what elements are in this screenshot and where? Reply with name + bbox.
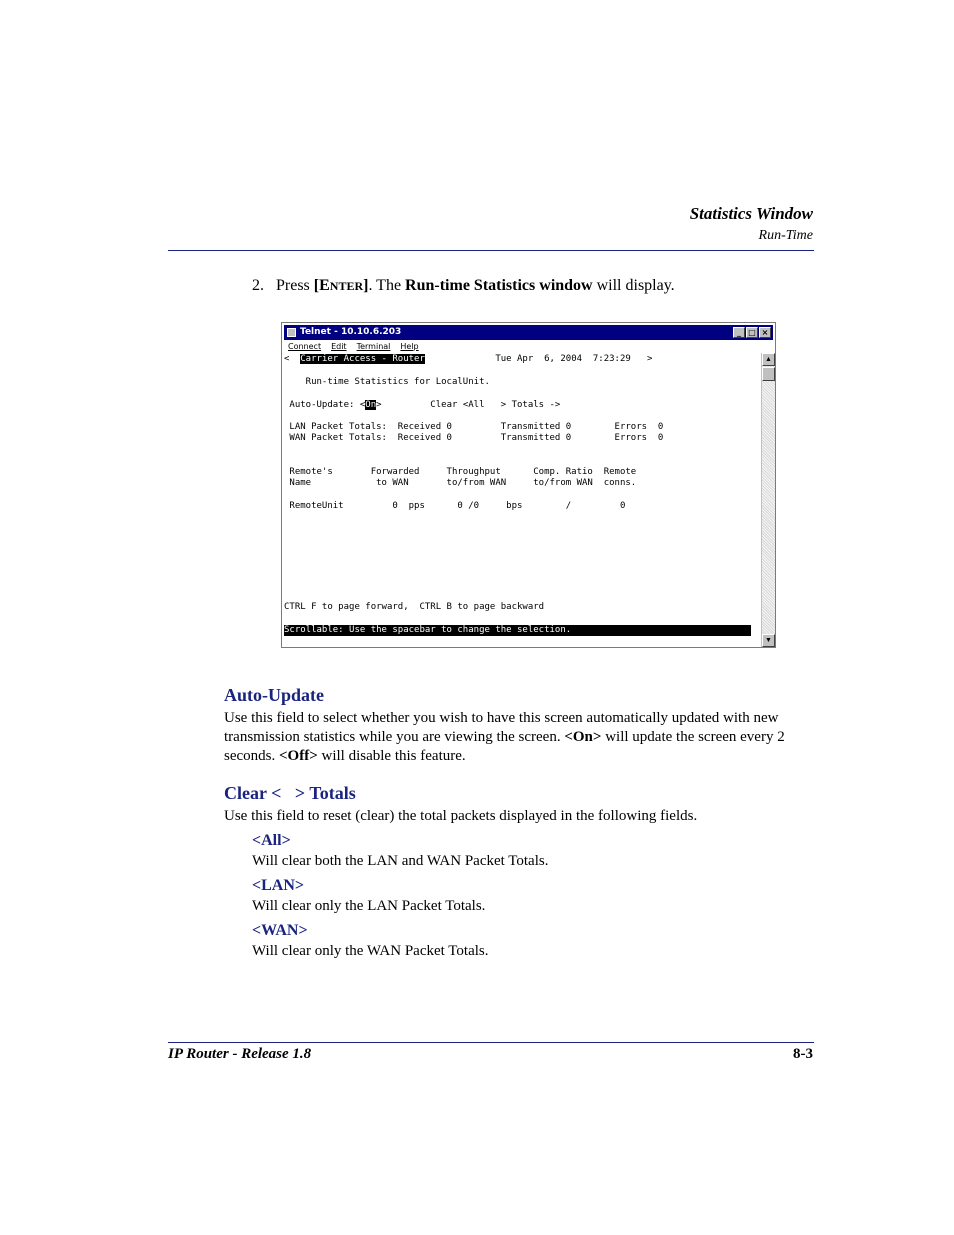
enter-key-open: [E (313, 277, 330, 294)
option-lan-description: Will clear only the LAN Packet Totals. (252, 898, 486, 914)
clear-totals-heading: Clear < > Totals (224, 783, 356, 803)
clear-totals-field[interactable]: > Clear <All > Totals -> (376, 400, 561, 410)
scroll-down-icon[interactable]: ▼ (762, 634, 775, 647)
auto-update-field[interactable]: On (365, 400, 377, 410)
minimize-icon[interactable]: _ (733, 327, 745, 338)
step-press-text: Press (276, 277, 314, 294)
terminal-status-bar: Scrollable: Use the spacebar to change the selection. (284, 625, 751, 636)
telnet-titlebar (284, 325, 773, 340)
enter-key-smallcaps: NTER (329, 279, 364, 293)
terminal-line-paging-hint: CTRL F to page forward, CTRL B to page backward (284, 602, 545, 612)
auto-update-label: Auto-Update: < (284, 400, 366, 410)
option-lan-heading: <LAN> (252, 877, 305, 894)
clear-totals-description: Use this field to reset (clear) the total packets displayed in the following fields. (224, 808, 698, 824)
terminal-datetime: Tue Apr 6, 2004 7:23:29 > (424, 354, 653, 364)
footer-page-number: 8-3 (793, 1046, 813, 1062)
scroll-left-marker: < (284, 354, 301, 364)
step-instruction (252, 277, 675, 295)
terminal-line-col-header-1: Remote's Forwarded Throughput Comp. Ratio Remote (284, 467, 637, 477)
auto-update-heading: Auto-Update (224, 685, 325, 705)
option-all-heading: <All> (252, 832, 291, 849)
maximize-icon[interactable]: □ (746, 327, 758, 338)
terminal-line-remote-row: RemoteUnit 0 pps 0 /0 bps / 0 (284, 501, 626, 511)
telnet-menubar (284, 341, 773, 353)
scroll-thumb[interactable] (762, 367, 775, 381)
running-header-subtitle: Run-Time (758, 228, 813, 243)
footer-product: IP Router - Release 1.8 (168, 1046, 312, 1062)
auto-update-description (224, 709, 824, 766)
terminal-line-col-header-2: Name to WAN to/from WAN to/from WAN conns. (284, 478, 637, 488)
terminal-screen[interactable] (284, 353, 760, 645)
step-middle-text: . The (368, 277, 406, 294)
router-banner: Carrier Access - Router (300, 354, 425, 364)
enter-key-close: ] (363, 277, 369, 294)
telnet-title: Telnet - 10.10.6.203 (300, 327, 402, 337)
terminal-line-controls (284, 400, 560, 411)
option-all-description: Will clear both the LAN and WAN Packet Totals. (252, 853, 549, 869)
auto-update-desc-line3: seconds. <Off> will disable this feature. (224, 748, 466, 764)
terminal-line-wan-totals: WAN Packet Totals: Received 0 Transmitted 0 Errors 0 (284, 433, 664, 443)
menu-help[interactable]: Help (400, 342, 419, 351)
terminal-line-lan-totals: LAN Packet Totals: Received 0 Transmitted 0 Errors 0 (284, 422, 664, 432)
menu-terminal[interactable]: Terminal (356, 342, 391, 351)
step-window-name: Run-time Statistics window (405, 277, 593, 294)
step-number: 2. (252, 277, 264, 294)
telnet-window (281, 322, 776, 648)
auto-update-desc-line1: Use this field to select whether you wish to have this screen automatically updated with new (224, 710, 779, 726)
close-icon[interactable]: × (759, 327, 771, 338)
auto-update-desc-line2: transmission statistics while you are viewing the screen. <On> will update the screen every 2 (224, 729, 785, 745)
option-wan-description: Will clear only the WAN Packet Totals. (252, 943, 489, 959)
running-header-title: Statistics Window (689, 204, 813, 223)
vertical-scrollbar[interactable] (761, 353, 775, 647)
footer-rule (168, 1042, 814, 1043)
telnet-app-icon (287, 328, 296, 337)
terminal-line-heading: Run-time Statistics for LocalUnit. (284, 377, 490, 387)
step-end-text: will display. (592, 277, 675, 294)
header-rule (168, 250, 814, 251)
menu-edit[interactable]: Edit (331, 342, 347, 351)
terminal-line-banner (284, 354, 652, 365)
menu-connect[interactable]: Connect (288, 342, 322, 351)
option-wan-heading: <WAN> (252, 922, 308, 939)
scroll-up-icon[interactable]: ▲ (762, 353, 775, 366)
